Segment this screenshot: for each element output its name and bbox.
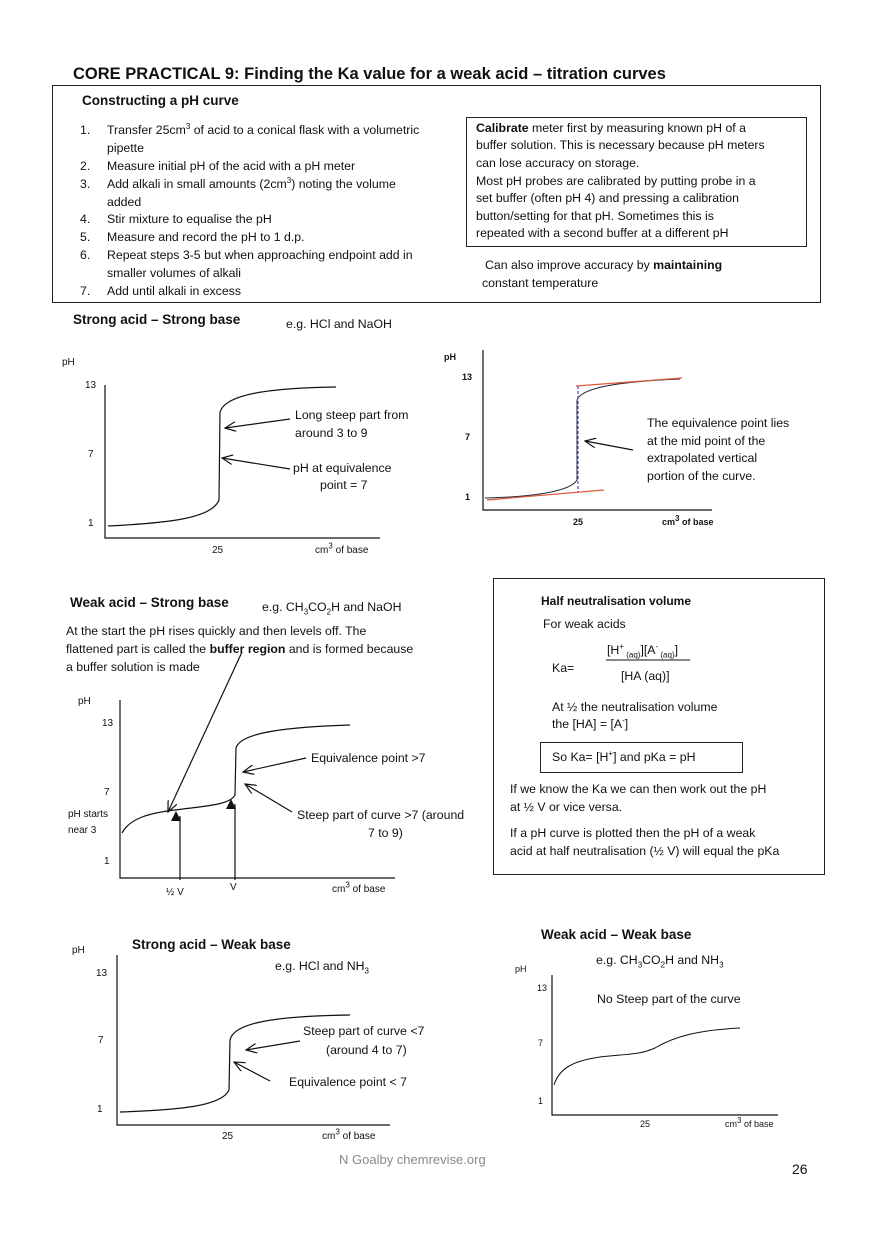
annotation: pH starts: [68, 809, 109, 820]
step-1-cont: pipette: [107, 141, 144, 155]
superscript: 3: [286, 175, 292, 185]
calibrate-text: meter first by measuring known pH of a: [528, 121, 746, 135]
step-6: Repeat steps 3-5 but when approaching endpoint add in: [107, 248, 413, 262]
y-axis-label: pH: [62, 357, 75, 368]
unit: of base: [339, 1131, 376, 1142]
accuracy-line-2: constant temperature: [482, 276, 599, 290]
text: the [HA] = [A: [552, 717, 623, 731]
paragraph-line: At the start the pH rises quickly and then levels off. The: [66, 624, 367, 638]
strong-strong-heading: Strong acid – Strong base: [73, 312, 241, 327]
y-tick-13: 13: [102, 718, 114, 729]
subscript: 2: [660, 960, 666, 970]
calibrate-line: Most pH probes are calibrated by putting probe in a: [476, 174, 756, 188]
graph1-arrow-steep: [225, 419, 290, 428]
accuracy-bold: maintaining: [653, 258, 723, 272]
calibrate-bold: Calibrate: [476, 121, 529, 135]
subscript: (aq): [658, 650, 675, 660]
step-number: 4.: [80, 212, 91, 226]
unit: of base: [741, 1119, 774, 1129]
half-neutralisation-heading: Half neutralisation volume: [541, 594, 692, 608]
unit: of base: [332, 545, 369, 556]
weak-strong-heading: Weak acid – Strong base: [70, 595, 229, 610]
annotation: 7 to 9): [368, 826, 403, 840]
annotation: portion of the curve.: [647, 469, 756, 483]
text: H and NaOH: [331, 600, 402, 614]
text: At ½ the neutralisation volume: [552, 700, 718, 714]
subscript: 3: [719, 960, 724, 970]
text: and is formed because: [285, 642, 414, 656]
step-text: Add alkali in small amounts (2cm: [107, 177, 287, 191]
unit: cm: [315, 545, 329, 556]
unit: cm: [332, 884, 346, 895]
text: ]: [674, 643, 679, 657]
text: CO: [308, 600, 327, 614]
annotation: around 3 to 9: [295, 426, 368, 440]
strong-weak-heading: Strong acid – Weak base: [132, 937, 291, 952]
graph3-axes: [120, 700, 395, 878]
page-number: 26: [792, 1161, 808, 1177]
unit: cm: [725, 1119, 737, 1129]
graph4-arrow-equiv: [234, 1062, 270, 1081]
unit: of base: [679, 517, 714, 527]
text: For weak acids: [543, 617, 626, 631]
superscript: 3: [675, 514, 680, 523]
annotation: Equivalence point >7: [311, 751, 426, 765]
footer-author: N Goalby chemrevise.org: [339, 1152, 486, 1167]
superscript: -: [655, 641, 659, 651]
calibrate-line: repeated with a second buffer at a different pH: [476, 226, 729, 240]
graph2-tangent-upper: [576, 378, 682, 386]
annotation: No Steep part of the curve: [597, 992, 741, 1006]
x-tick-v: V: [230, 882, 237, 893]
weak-weak-example: [596, 953, 724, 968]
text: e.g. CH: [262, 600, 304, 614]
text: If we know the Ka we can then work out the pH: [510, 782, 767, 796]
text: at ½ V or vice versa.: [510, 800, 623, 814]
calibrate-line: can lose accuracy on storage.: [476, 156, 640, 170]
y-axis-label: pH: [515, 964, 527, 974]
text: CO: [642, 953, 661, 967]
annotation: extrapolated vertical: [647, 451, 758, 465]
graph4-arrow-steep: [246, 1041, 300, 1050]
y-tick-1: 1: [538, 1096, 544, 1106]
step-number: 2.: [80, 159, 91, 173]
unit: of base: [349, 884, 386, 895]
strong-strong-example: e.g. HCl and NaOH: [286, 317, 392, 331]
annotation: Steep part of curve <7: [303, 1024, 425, 1038]
superscript: 3: [185, 121, 191, 131]
x-tick-25: 25: [212, 545, 224, 556]
text: flattened part is called the: [66, 642, 210, 656]
x-axis-label: [725, 1118, 773, 1130]
weak-weak-heading: Weak acid – Weak base: [541, 927, 692, 942]
subscript: 3: [303, 607, 309, 617]
step-number: 6.: [80, 248, 91, 262]
text: e.g. HCl and NH: [275, 959, 365, 973]
text: ] and pKa = pH: [613, 750, 696, 764]
paragraph-line: [66, 642, 413, 657]
constructing-heading: Constructing a pH curve: [82, 93, 239, 108]
step-3-cont: added: [107, 195, 142, 209]
calibrate-line: [476, 121, 746, 136]
accuracy-text: Can also improve accuracy by: [485, 258, 654, 272]
y-tick-1: 1: [97, 1104, 103, 1115]
text: If a pH curve is plotted then the pH of a weak: [510, 826, 756, 840]
ka-denominator: [HA (aq)]: [621, 669, 670, 683]
annotation: pH at equivalence: [293, 461, 392, 475]
y-tick-1: 1: [104, 856, 110, 867]
annotation: The equivalence point lies: [647, 416, 790, 430]
subscript: 3: [364, 966, 369, 976]
calibrate-line: button/setting for that pH. Sometimes this is: [476, 209, 714, 223]
x-axis-label: [315, 541, 369, 557]
y-tick-7: 7: [465, 432, 471, 442]
paragraph-line: a buffer solution is made: [66, 660, 200, 674]
subscript: (aq): [623, 650, 641, 660]
step-number: 7.: [80, 284, 91, 298]
annotation: point = 7: [320, 478, 368, 492]
step-4: Stir mixture to equalise the pH: [107, 212, 272, 226]
graph2-arrow: [585, 441, 633, 450]
annotation: Long steep part from: [295, 408, 409, 422]
annotation: Equivalence point < 7: [289, 1075, 407, 1089]
y-tick-7: 7: [88, 449, 94, 460]
graph3-arrow-buffer: [168, 652, 242, 812]
x-tick-half-v: ½ V: [166, 887, 184, 898]
subscript: 3: [637, 960, 643, 970]
graph5-curve: [554, 1028, 740, 1085]
step-text: of acid to a conical flask with a volumetric: [190, 123, 420, 137]
y-tick-13: 13: [96, 968, 108, 979]
x-axis-label: [662, 516, 713, 528]
buffer-region-bold: buffer region: [209, 642, 286, 656]
weak-strong-example: [262, 600, 401, 615]
text: acid at half neutralisation (½ V) will equal the pKa: [510, 844, 780, 858]
superscript: +: [608, 748, 614, 758]
unit: cm: [322, 1131, 336, 1142]
x-tick-25: 25: [222, 1131, 234, 1142]
page-title: CORE PRACTICAL 9: Finding the Ka value for a weak acid – titration curves: [73, 65, 666, 83]
y-axis-label: pH: [78, 696, 91, 707]
x-tick-25: 25: [573, 517, 584, 527]
step-3: [107, 177, 396, 192]
graph1-arrow-equiv: [222, 458, 290, 469]
y-tick-7: 7: [98, 1035, 104, 1046]
y-tick-13: 13: [462, 372, 473, 382]
step-1: [107, 123, 419, 138]
ka-label: Ka=: [552, 661, 575, 675]
pka-statement: [552, 750, 695, 765]
accuracy-line: [485, 258, 722, 273]
step-6-cont: smaller volumes of alkali: [107, 266, 241, 280]
x-tick-25: 25: [640, 1119, 651, 1129]
text: e.g. CH: [596, 953, 638, 967]
text: ][A: [640, 643, 656, 657]
graph3-arrow-equiv: [243, 758, 306, 772]
graph4-axes: [117, 955, 390, 1125]
step-text: Transfer 25cm: [107, 123, 186, 137]
step-number: 3.: [80, 177, 91, 191]
text: [552, 717, 628, 732]
y-tick-1: 1: [465, 492, 471, 502]
annotation: near 3: [68, 825, 97, 836]
superscript: 3: [328, 541, 333, 551]
text: So Ka= [H: [552, 750, 609, 764]
text: [H: [607, 643, 620, 657]
superscript: -: [622, 715, 625, 725]
y-axis-label: pH: [72, 945, 85, 956]
y-tick-13: 13: [537, 983, 548, 993]
superscript: +: [619, 641, 624, 651]
x-axis-label: [322, 1127, 376, 1143]
y-tick-1: 1: [88, 518, 94, 529]
annotation: (around 4 to 7): [326, 1043, 407, 1057]
annotation: at the mid point of the: [647, 434, 766, 448]
annotation: Steep part of curve >7 (around: [297, 808, 465, 822]
graph2-tangent-lower: [487, 490, 604, 500]
text: H and NH: [665, 953, 720, 967]
y-tick-13: 13: [85, 380, 97, 391]
step-7: Add until alkali in excess: [107, 284, 241, 298]
step-number: 5.: [80, 230, 91, 244]
y-tick-7: 7: [538, 1038, 544, 1048]
strong-weak-example: [275, 959, 369, 974]
superscript: 3: [335, 1127, 340, 1137]
step-number: 1.: [80, 123, 91, 137]
y-tick-7: 7: [104, 787, 110, 798]
x-axis-label: [332, 880, 386, 896]
superscript: 3: [737, 1116, 742, 1125]
y-axis-label: pH: [444, 352, 456, 362]
step-2: Measure initial pH of the acid with a pH meter: [107, 159, 356, 173]
calibrate-line: set buffer (often pH 4) and pressing a calibration: [476, 191, 739, 205]
unit: cm: [662, 517, 676, 527]
text: ]: [624, 717, 629, 731]
step-5: Measure and record the pH to 1 d.p.: [107, 230, 305, 244]
superscript: 3: [345, 880, 350, 890]
graph3-arrow-steep: [245, 784, 292, 812]
ka-numerator: [607, 643, 678, 658]
subscript: 2: [326, 607, 332, 617]
calibrate-line: buffer solution. This is necessary because pH meters: [476, 138, 765, 152]
step-text: ) noting the volume: [291, 177, 396, 191]
